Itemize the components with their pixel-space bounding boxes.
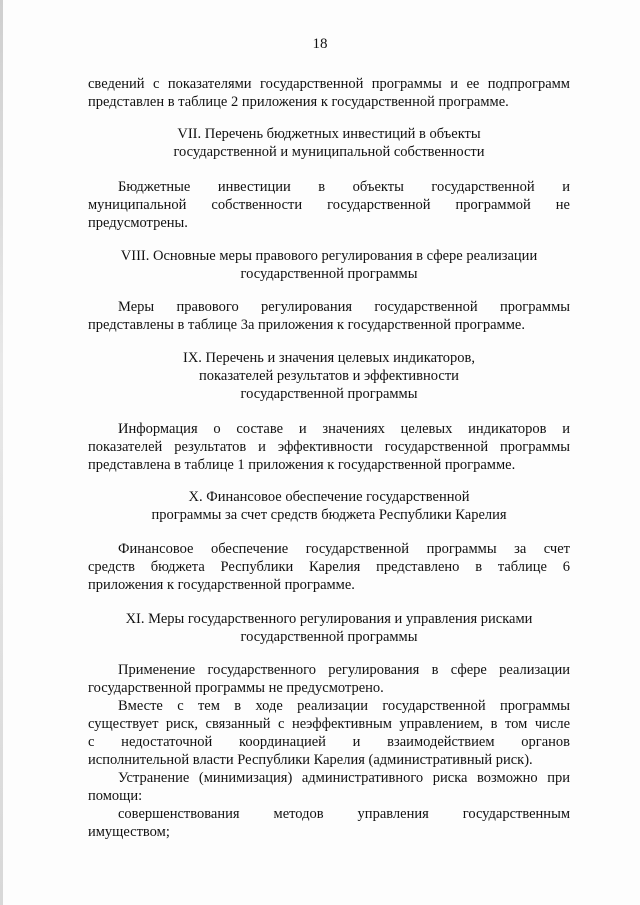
page-number: 18 xyxy=(312,36,328,52)
text-line: представлен в таблице 2 приложения к государственной программе. xyxy=(88,94,509,110)
heading-line: государственной программы xyxy=(240,629,418,645)
text-line: существует риск, связанный с неэффективным управлением, в том числе xyxy=(88,716,570,732)
text-line: Финансовое обеспечение государственной программы за счет xyxy=(118,541,570,557)
heading-line: государственной и муниципальной собственности xyxy=(173,144,485,160)
text-line: имуществом; xyxy=(88,824,170,840)
text-line: Бюджетные инвестиции в объекты государственной и xyxy=(118,179,570,195)
section-9-heading xyxy=(88,349,570,403)
text-line: Информация о составе и значениях целевых индикаторов и xyxy=(118,421,570,437)
text-line: средств бюджета Республики Карелия представлено в таблице 6 xyxy=(88,559,570,575)
section-9-body xyxy=(88,420,570,474)
section-11-paragraph-2 xyxy=(88,697,570,769)
text-line: совершенствования методов управления государственным xyxy=(118,806,570,822)
text-line: муниципальной собственности государственной программой не xyxy=(88,197,570,213)
heading-line: программы за счет средств бюджета Республики Карелия xyxy=(151,507,507,523)
heading-line: XI. Меры государственного регулирования и управления рисками xyxy=(125,611,533,627)
text-line: сведений с показателями государственной программы и ее подпрограмм xyxy=(88,76,570,92)
heading-line: показателей результатов и эффективности xyxy=(199,368,459,384)
text-line: предусмотрены. xyxy=(88,215,188,231)
section-10-body xyxy=(88,540,570,594)
text-line: исполнительной власти Республики Карелия (административный риск). xyxy=(88,752,533,768)
heading-line: X. Финансовое обеспечение государственной xyxy=(188,489,470,505)
text-line: Устранение (минимизация) административного риска возможно при xyxy=(118,770,570,786)
section-8-heading xyxy=(88,247,570,283)
section-11-heading xyxy=(88,610,570,646)
section-7-body xyxy=(88,178,570,232)
text-line: помощи: xyxy=(88,788,143,804)
text-line: Вместе с тем в ходе реализации государственной программы xyxy=(118,698,570,714)
heading-line: государственной программы xyxy=(240,266,418,282)
heading-line: IX. Перечень и значения целевых индикаторов, xyxy=(182,350,476,366)
text-line: с недостаточной координацией и взаимодействием органов xyxy=(88,734,570,750)
section-8-body xyxy=(88,298,570,334)
text-line: приложения к государственной программе. xyxy=(88,577,355,593)
text-line: Применение государственного регулирования в сфере реализации xyxy=(118,662,570,678)
section-10-heading xyxy=(88,488,570,524)
intro-paragraph xyxy=(88,75,570,111)
section-11-paragraph-3 xyxy=(88,769,570,805)
heading-line: государственной программы xyxy=(240,386,418,402)
text-line: представлена в таблице 1 приложения к государственной программе. xyxy=(88,457,516,473)
heading-line: VIII. Основные меры правового регулирования в сфере реализации xyxy=(120,248,538,264)
text-line: государственной программы не предусмотрено. xyxy=(88,680,384,696)
section-11-paragraph-4 xyxy=(88,805,570,841)
section-7-heading xyxy=(88,125,570,161)
text-line: представлены в таблице 3а приложения к государственной программе. xyxy=(88,317,525,333)
text-line: Меры правового регулирования государственной программы xyxy=(118,299,570,315)
text-line: показателей результатов и эффективности государственной программы xyxy=(88,439,570,455)
heading-line: VII. Перечень бюджетных инвестиций в объекты xyxy=(177,126,481,142)
section-11-paragraph-1 xyxy=(88,661,570,697)
scan-edge xyxy=(0,0,3,905)
